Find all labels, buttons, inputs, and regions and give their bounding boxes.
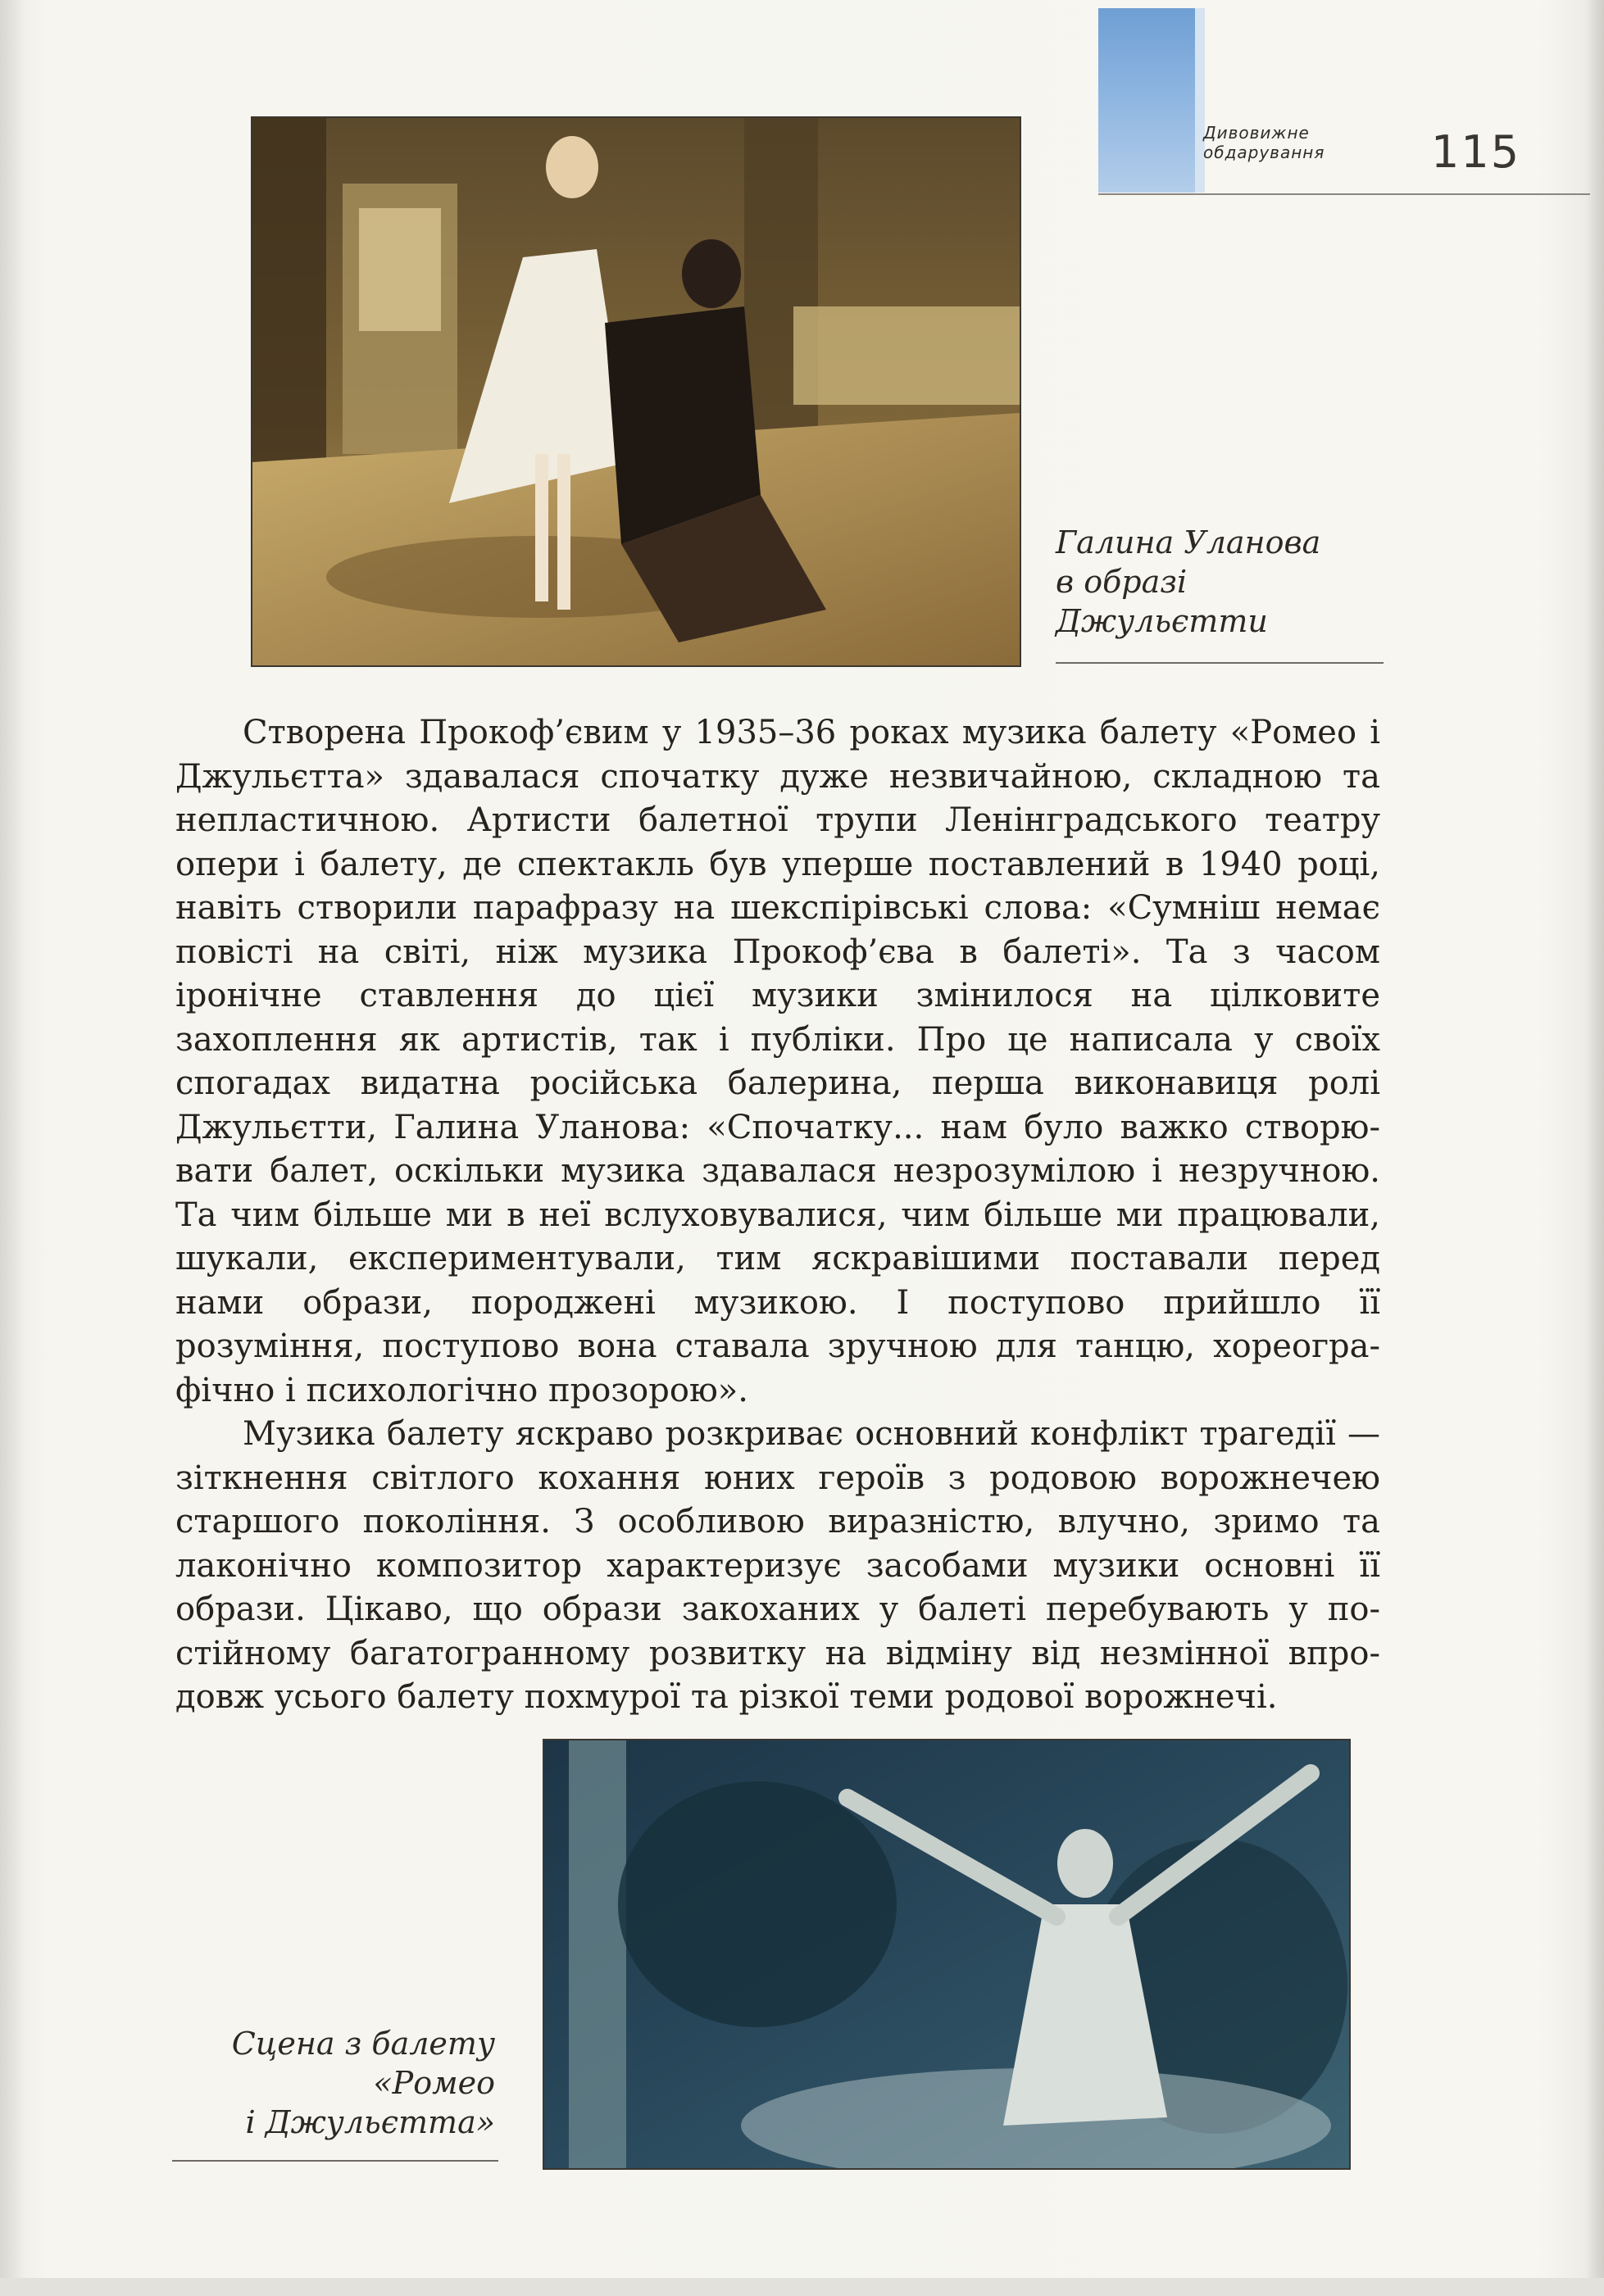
header-rule bbox=[1098, 193, 1590, 195]
photo2-caption bbox=[172, 2024, 495, 2142]
page-number: 115 bbox=[1431, 126, 1521, 178]
photo2-caption-line3: і Джульєтта» bbox=[245, 2104, 495, 2140]
ulanova-photo bbox=[251, 116, 1021, 667]
ballet-duet-image bbox=[252, 118, 1020, 665]
page-bottom-edge bbox=[0, 2278, 1604, 2296]
photo1-caption-line3: Джульєтти bbox=[1056, 603, 1268, 639]
photo2-caption-rule bbox=[172, 2160, 498, 2162]
running-head-line1: Дивовижне bbox=[1203, 123, 1310, 143]
running-head-line2: обдарування bbox=[1203, 143, 1325, 162]
photo1-caption-rule bbox=[1056, 662, 1384, 664]
photo1-caption-line1: Галина Уланова bbox=[1056, 524, 1321, 560]
chapter-tab-edge bbox=[1195, 8, 1205, 193]
running-head bbox=[1203, 123, 1400, 162]
page-edge bbox=[1586, 0, 1604, 2296]
photo1-caption-line2: в образі bbox=[1056, 564, 1188, 600]
ballet-scene-image bbox=[544, 1740, 1349, 2168]
chapter-tab bbox=[1098, 8, 1195, 193]
paragraph-1: Створена Прокоф’євим у 1935–36 роках музика балету «Ромео і Джульєтта» здавалася спочатку дуже незвичайною, складною та непластичною. Артисти балетної трупи Ленінградського театру опери і балету, де спектакль був уперше поставлений в 1940 році, навіть створили парафразу на шекспірівські слова: «Сумніш немає повісті на світі, ніж музика Прокоф’єва в балеті». Та з часом іронічне ставлення до цієї музики змінилося на цілковите захоплення як артистів, так і публіки. Про це написала у своїх спогадах видатна російська балерина, перша виконавиця ролі Джульєтти, Галина Уланова: «Спочатку... нам було важко створювати балет, оскільки музика здавалася незрозумілою і незручною. Та чим більше ми в неї вслуховувалися, чим більше ми працювали, шукали, експериментували, тим яскравішими поставали перед нами образи, породжені музикою. І поступово прийшло її розуміння, поступово вона ставала зручною для танцю, хореографічно і психологічно прозорою». bbox=[175, 714, 1380, 1409]
paragraph-2: Музика балету яскраво розкриває основний конфлікт трагедії — зіткнення світлого кохання юних героїв з родовою ворожнечею старшого покоління. З особливою виразністю, влучно, зримо та лаконічно композитор характеризує засобами музики основні її образи. Цікаво, що образи закоханих у балеті перебувають у постійному багатогранному розвитку на відміну від незмінної впродовж усього балету похмурої та різкої теми родової ворожнечі. bbox=[175, 1415, 1380, 1716]
photo2-caption-line1: Сцена з балету bbox=[231, 2026, 495, 2062]
article-body bbox=[175, 711, 1380, 1720]
ballet-scene-photo bbox=[543, 1739, 1351, 2170]
photo1-caption bbox=[1056, 523, 1384, 641]
spine-shadow bbox=[0, 0, 25, 2296]
photo2-caption-line2: «Ромео bbox=[373, 2065, 495, 2101]
